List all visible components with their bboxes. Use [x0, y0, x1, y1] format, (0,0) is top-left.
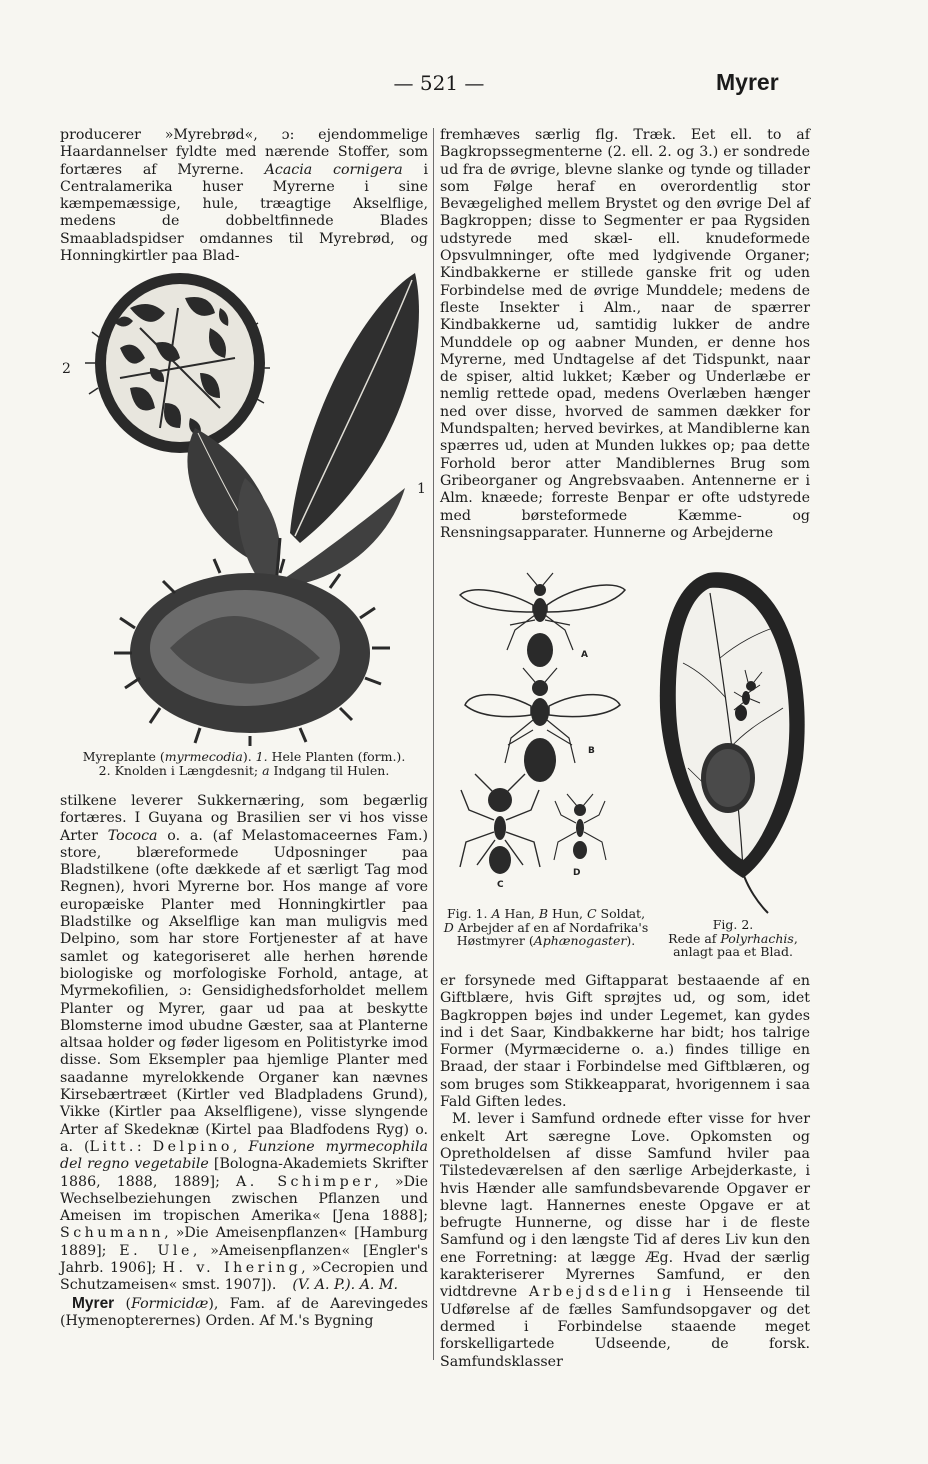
right-column-body [440, 973, 810, 1371]
spiny-tuber-drawing [114, 559, 390, 746]
caption-genus: Polyrhachis [720, 930, 794, 946]
caption-run: Fig. 1. [446, 906, 492, 921]
ant-label-d: D [573, 868, 581, 878]
text-run: o. a. (af Melastomaceernes Fam.) store, blæreformede Udposninger paa Bladstilkene (ofte dækkede af et særligt Tag mod Regnen), hvori Myrerne bor. Hos mange af vore europæiske Planter med Honningkirtler paa Bladstilke og Akselflige kan man muligvis med Delpino, som har store Fortjenester af at have samlet og kategoriseret alle herhen hørende biologiske og morfologiske Forhold, antage, at Myrmekofilien, ɔ: Gensidighedsforholdet mellem Planter og Myrer, gaar ud paa at beskytte Blomsterne imod ubudne Gæster, saa at Planterne altsaa holder og føder ligesom en Politistyrke imod disse. Som Eksempler paa hjemlige Planter med saadanne myrelokkende Organer kan nævnes Kirsebærtræet (Kirtler ved Bladpladens Grund), Vikke (Kirtler paa Akselfligene), visse slyngende Arter af Skedeknæ (Kirtel paa Bladfodens Ryg) o. a. ( [60, 827, 428, 1155]
caption-run: ). [242, 749, 256, 764]
ant-queen-drawing [465, 668, 620, 782]
text-run: i Henseende til Udførelse af de fælles Samfundsopgaver og det dermed i Forbindelse staaende meget forskelligartede Udseende, de forsk. Samfundsklasser [440, 1284, 810, 1370]
text-run: i Centralamerika huser Myrerne i sine kæmpemæssige, hule, træagtige Akselflige, medens de dobbeltfinnede Blades Smaabladspidser omdannes til Myrebrød, og Honningkirtler paa Blad- [60, 161, 428, 265]
caption-genus: Aphænogaster [533, 933, 627, 948]
caption-run: Fig. 2. [712, 917, 754, 932]
caption-letter: D [443, 919, 454, 935]
left-column-intro [60, 127, 428, 265]
entry-headword: Myrer [72, 1294, 115, 1312]
paragraph: fremhæves særlig flg. Træk. Eet ell. to af Bagkropssegmenterne (2. ell. 2. og 3.) er sondrede ud fra de øvrige, blevne slanke og tynde og tillader som Følge heraf en overordentlig stor Bevægelighed mellem Brystet og den øvrige Del af Bagkroppen; disse to Segmenter er paa Rygsiden udstyrede med skæl- ell. knudeformede Opsvulmninger, ofte med lydgivende Organer; Kindbakkerne er stillede ganske frit og uden Forbindelse med de øvrige Munddele; medens de fleste Insekter i Alm., naar de spærrer Kindbakkerne ud, samtidig lukker de andre Munddele op og aabner Munden, er denne hos Myrerne, med Undtagelse af det Tidspunkt, naar de spiser, altid lukket; Kæber og Underlæbe er nemlig rettede opad, medens Overlæben hænger ned over disse, hvorved de sammen dækker for Mundspalten; herved bevirkes, at Mandiblerne kan spærres ud, uden at Munden lukkes op; paa dette Forhold beror atter Mandiblernes Brug som Gribeorganer og Angrebsvaaben. Antennerne er i Alm. knæede; forreste Benpar er ofte udstyrede med børsteformede Kæmme- og Rensningsapparater. Hunnerne og Arbejderne [440, 127, 810, 541]
text-run: stilkene leverer Sukkernæring, som begærlig fortæres. I Guyana og Brasilien ser vi hos visse Arter [60, 793, 428, 844]
figure-label-1: 1 [417, 481, 426, 497]
paragraph: er forsynede med Giftapparat bestaaende af en Giftblære, hvis Gift sprøjtes ud, og som, idet Bagkroppen bøjes ind under Legemet, kan gydes ind i det Saar, Kindbakkerne har bidt; hos talrige Former (Myrmæciderne o. a.) findes tillige en Braad, der staar i Forbindelse med Giftblæren, og som bruges som Stikkeapparat, hvorigennem i saa Fald Giften ledes. [440, 973, 810, 1111]
text-run: [Bologna-Akademiets Skrifter 1886, 1888, 1889]; [60, 1156, 428, 1190]
myrmecodia-drawing [60, 268, 430, 746]
text-run: ), Fam. af de Aarevingedes (Hymenopterernes) Orden. Af M.'s Bygning [60, 1295, 428, 1329]
page-number: — 521 — [393, 71, 485, 95]
caption-run: Hun, [548, 906, 587, 921]
figure-label-2: 2 [62, 361, 71, 377]
signature: (V. A. P.). A. M. [292, 1277, 398, 1294]
ant-soldier-drawing [460, 774, 540, 874]
species-name: Acacia cornigera [264, 161, 403, 178]
caption-run: 2. Knolden i Længdesnit; [98, 762, 263, 778]
right-column-intro [440, 127, 810, 542]
caption-run: Han, [500, 906, 539, 921]
literature-label: Litt. [89, 1138, 137, 1155]
ant-label-a: A [581, 650, 588, 660]
entry-latin: Formicidæ [131, 1295, 209, 1312]
myrmecodia-illustration [60, 268, 430, 746]
left-column-body: stilkene leverer Sukkernæring, som begærlig fortæres. I Guyana og Brasilien ser vi hos visse Arter Tococa o. a. (af Melastomaceernes Fam.) store, blæreformede Udposninger paa Bladstilkene (ofte dækkede af et særligt Tag mod Regnen), hvori Myrerne bor. Hos mange af vore europæiske Planter med Honningkirtler paa Bladstilke og Akselflige kan man muligvis med Delpino, som har store Fortjenester af at have samlet og kategoriseret alle herhen hørende biologiske og morfologiske Forhold, antage, at Myrmekofilien, ɔ: Gensidighedsforholdet mellem Planter og Myrer, gaar ud paa at beskytte Blomsterne imod ubudne Gæster, saa at Planterne altsaa holder og føder ligesom en Politistyrke imod disse. Som Eksempler paa hjemlige Planter med saadanne myrelokkende Organer kan nævnes Kirsebærtræet (Kirtler ved Bladpladens Grund), Vikke (Kirtler paa Akselfligene), visse slyngende Arter af Skedeknæ (Kirtel paa Bladfodens Ryg) o. a. (Litt.: Delpino, Funzione myrmecophila del regno vegetabile [Bologna-Akademiets Skrifter 1886, 1888, 1889]; A. Schimper, »Die Wechselbeziehungen zwischen Pflanzen und Ameisen im tropischen Amerika« [Jena 1888]; Schumann, »Die Ameisenpflanzen« [Hamburg 1889]; E. Ule, »Ameisenpflanzen« [Engler's Jahrb. 1906]; H. v. Ihering, »Cecropien und Schutzameisen« smst. 1907]). (V. A. P.). A. M. Myrer (Formicidæ), Fam. af de Aarevingedes (Hymenopterernes) Orden. Af M.'s Bygning [60, 793, 429, 1329]
text-run: , »Cecropien und Schutzameisen« smst. 1907]). [60, 1260, 428, 1294]
text-run: , »Ameisenpflanzen« [Engler's Jahrb. 1906]; [60, 1242, 428, 1277]
caption-letter: B [538, 906, 549, 921]
caption-run: Arbejder af en af Nordafrika's Høstmyrer ( [453, 919, 649, 948]
ants-drawing [445, 570, 645, 905]
ants-illustration [445, 570, 645, 905]
plant-figure-caption [60, 750, 428, 777]
author-schumann: Schumann [60, 1225, 165, 1242]
caption-run: Hele Planten (form.). [267, 749, 406, 764]
author-ule: E. Ule [119, 1242, 193, 1259]
ant-label-c: C [497, 880, 504, 890]
caption-run: Myreplante ( [82, 749, 165, 764]
ant-male-drawing [460, 573, 625, 667]
text-run: , »Die Ameisenpflanzen« [Hamburg 1889]; [60, 1225, 428, 1259]
caption-letter-a: a [262, 762, 270, 778]
caption-run: Indgang til Hulen. [269, 762, 390, 778]
text-run: M. lever i Samfund ordnede efter visse for hver enkelt Art særegne Love. Opkomsten og Opretholdelsen af disse Samfund hviler paa Tilstedeværelsen af den særlige Arbejderkaste, i hvis Hænder alle samfundsbevarende Opgaver er blevne lagt. Hannernes eneste Opgave er at befrugte Hunnerne, og disse har i de fleste Samfund og i den længste Tid af deres Liv kun den ene Forretning: at lægge Æg. Hvad der særlig karakteriserer Myrernes Samfund, er den vidtdrevne [440, 1111, 810, 1301]
leaf-nest-drawing [648, 568, 813, 918]
work-title: Funzione myrmecophila del regno vegetabile [60, 1138, 429, 1173]
spaced-term: Arbejdsdeling [529, 1284, 675, 1301]
ants-figure-caption [440, 907, 652, 948]
text-run: : [136, 1138, 153, 1155]
author-delpino: Delpino [152, 1138, 233, 1155]
author-schimper: A. Schimper [235, 1173, 375, 1190]
genus-name: Tococa [107, 827, 158, 844]
leaf-figure-caption [653, 918, 813, 959]
text-run: , »Die Wechselbeziehungen zwischen Pflanzen und Ameisen im tropischen Amerika« [Jena 1888]; [60, 1173, 428, 1225]
author-ihering: H. v. Ihering [162, 1260, 302, 1277]
column-divider [433, 128, 434, 1360]
leaf-nest-illustration [648, 568, 813, 918]
caption-run: Soldat, [596, 906, 646, 921]
ant-label-b: B [588, 746, 595, 756]
caption-run: , anlagt paa et Blad. [673, 930, 798, 959]
tuber-section-drawing [85, 273, 270, 453]
running-head: Myrer [716, 69, 779, 95]
caption-num-1: 1. [255, 749, 268, 764]
ant-worker-drawing [554, 794, 606, 860]
caption-species: myrmecodia [164, 749, 243, 764]
text-run: , [232, 1138, 249, 1155]
caption-run: ). [626, 933, 636, 948]
caption-letter: A [491, 906, 501, 921]
text-run: producerer »Myrebrød«, ɔ: ejendommelige Haardannelser fyldte med nærende Stoffer, som fortæres af Myrerne. [60, 127, 428, 178]
caption-run: Rede af [668, 930, 721, 946]
caption-letter: C [586, 906, 597, 921]
